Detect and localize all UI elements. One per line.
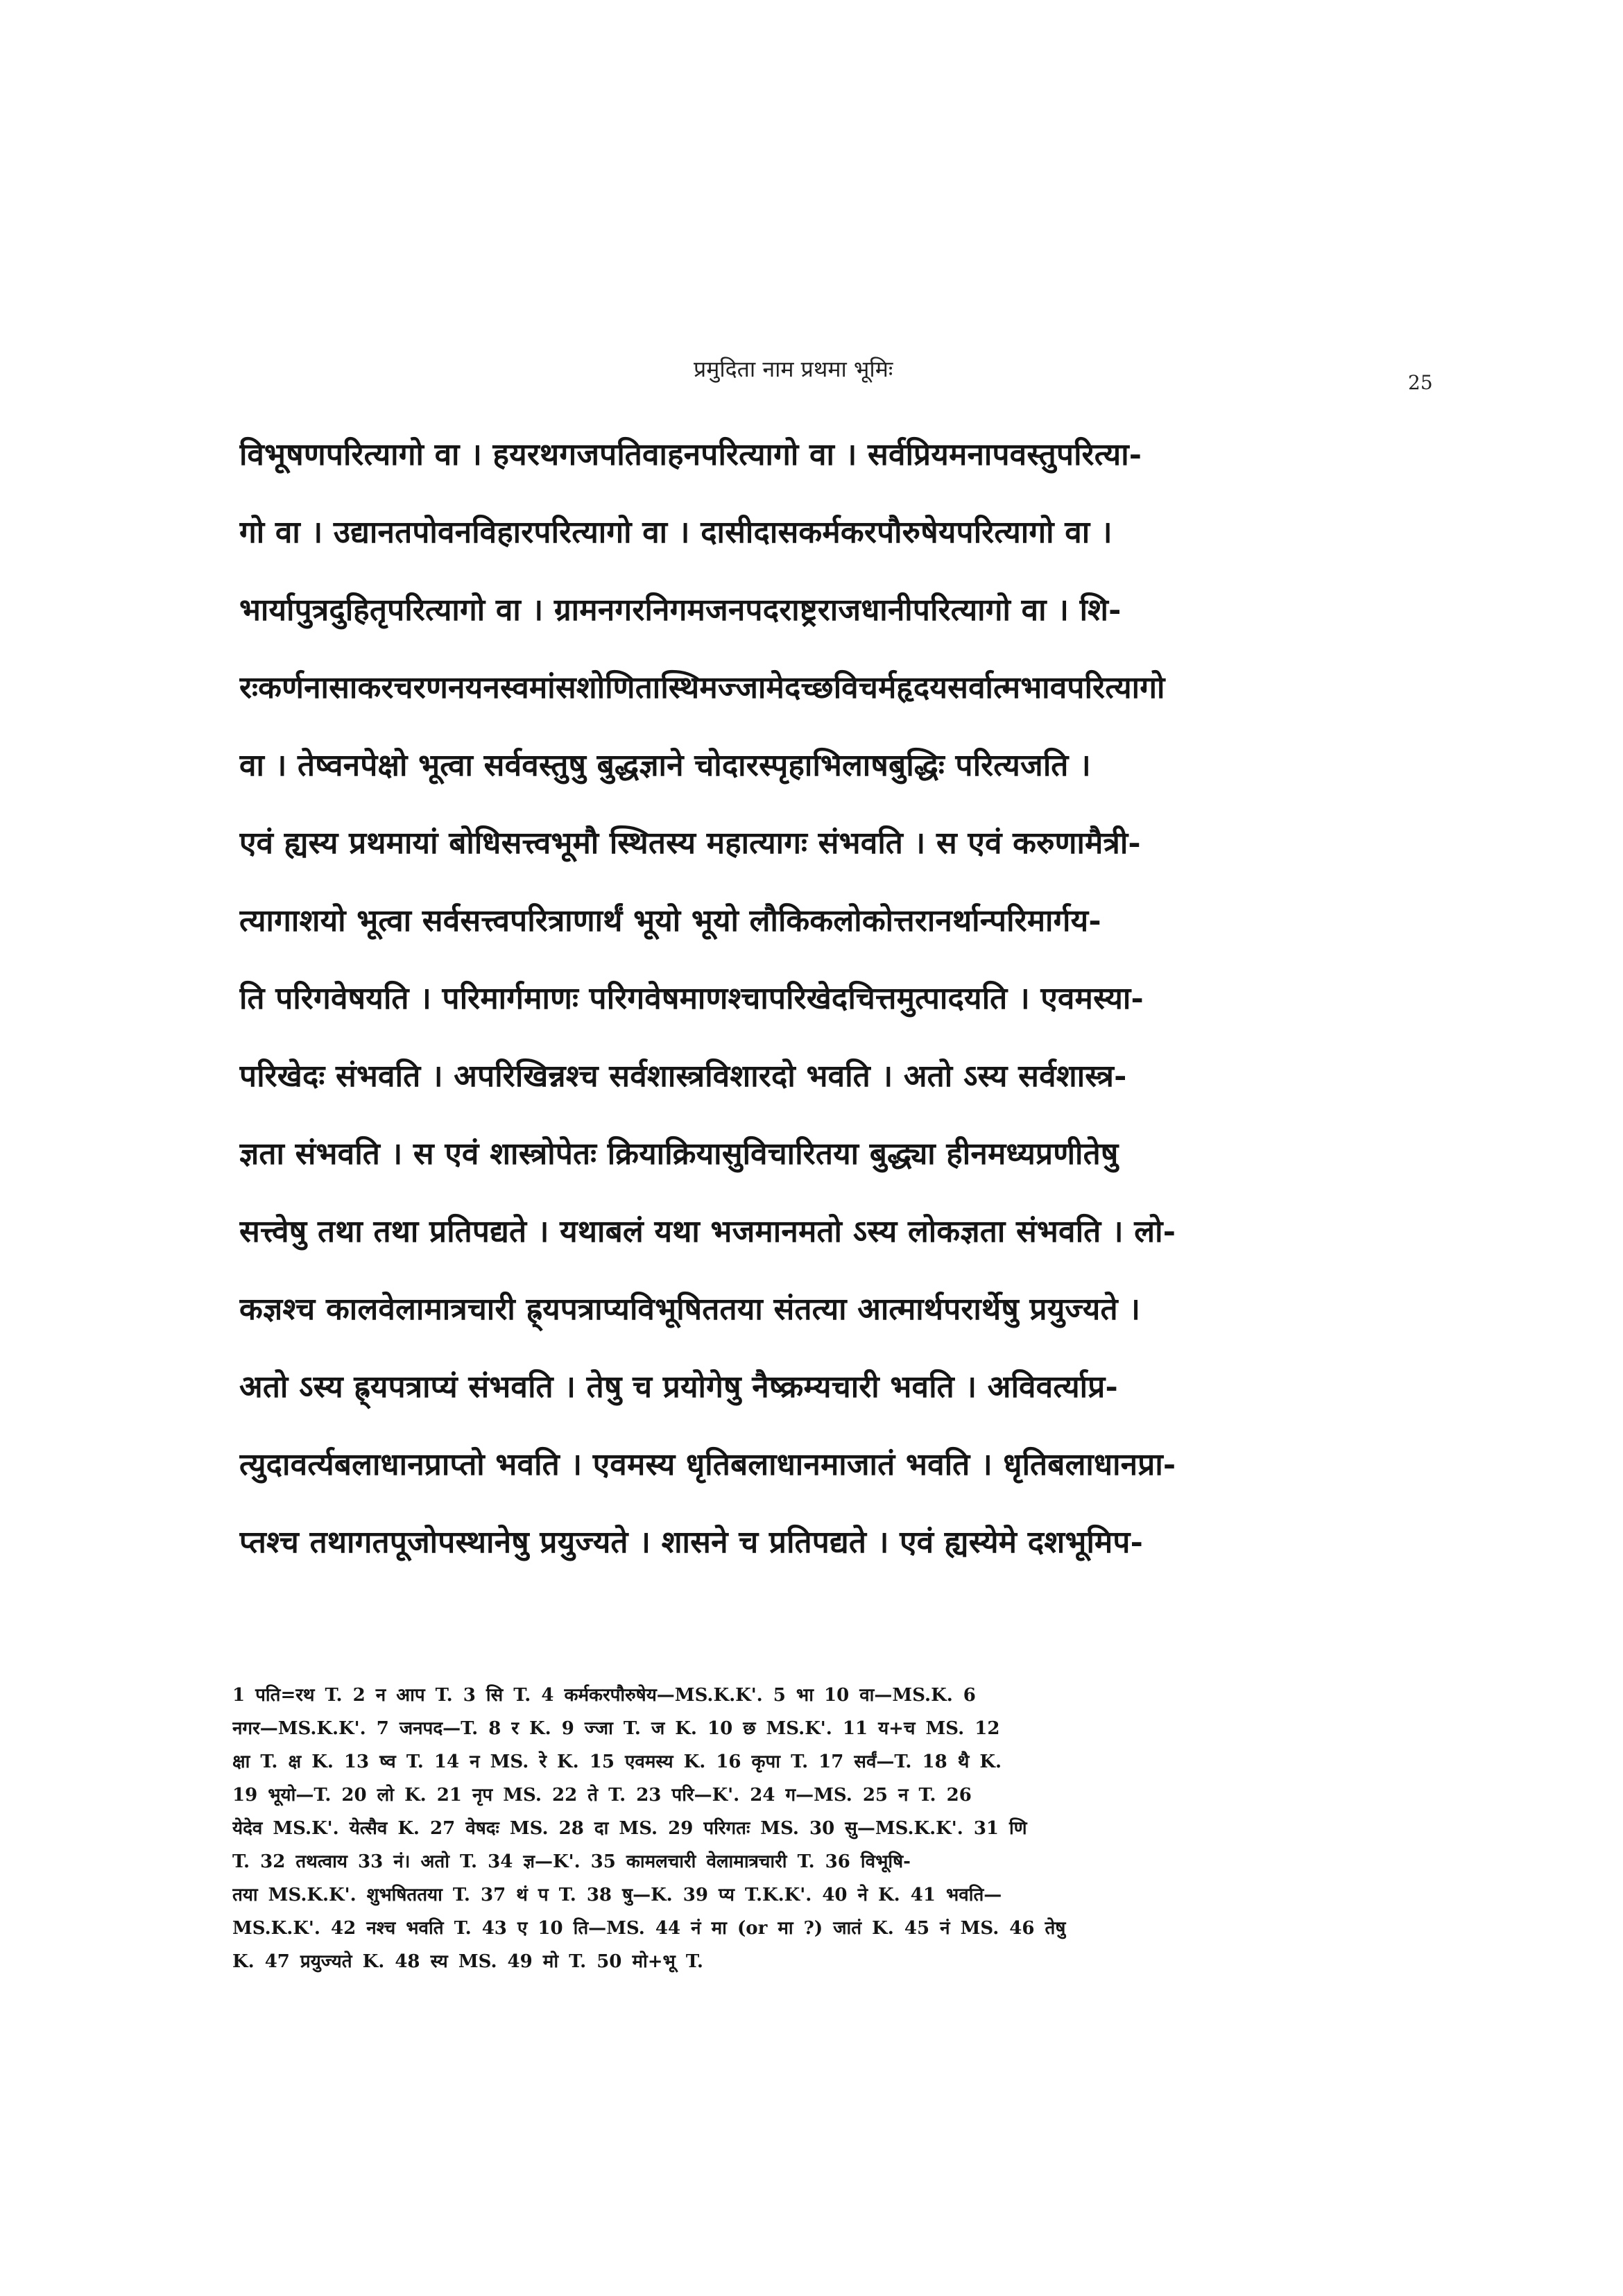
footnote-line: K. 47 प्रयुज्यते K. 48 स्य MS. 49 मो T. 50 मो+भू T. — [232, 1951, 703, 1972]
footnote-line: MS.K.K'. 42 नश्च भवति T. 43 ए 10 ति—MS. 44 नं मा (or मा ?) जातं K. 45 नं MS. 46 तेषु — [232, 1918, 1066, 1939]
text-line: गो वा । उद्यानतपोवनविहारपरित्यागो वा । दासीदासकर्मकरपौरुषेयपरित्यागो वा । — [239, 515, 1113, 550]
footnote-line: 1 पति=रथ T. 2 न आप T. 3 सि T. 4 कर्मकरपौरुषेय—MS.K.K'. 5 भा 10 वा—MS.K. 6 — [232, 1685, 976, 1706]
text-line: त्युदावर्त्यबलाधानप्राप्तो भवति । एवमस्य धृतिबलाधानमाजातं भवति । धृतिबलाधानप्रा- — [239, 1447, 1176, 1482]
text-line: कज्ञश्च कालवेलामात्रचारी ह्र्यपत्राप्यविभूषिततया संतत्या आत्मार्थपरार्थेषु प्रयुज्यते । — [239, 1292, 1141, 1327]
text-line: एवं ह्यस्य प्रथमायां बोधिसत्त्वभूमौ स्थितस्य महात्यागः संभवति । स एवं करुणामैत्री- — [239, 825, 1141, 861]
footnote-line: येदेव MS.K'. येत्सैव K. 27 वेषदः MS. 28 दा MS. 29 परिगतः MS. 30 सु—MS.K.K'. 31 णि — [232, 1818, 1027, 1839]
text-line: सत्त्वेषु तथा तथा प्रतिपद्यते । यथाबलं यथा भजमानमतो ऽस्य लोकज्ञता संभवति । लो- — [239, 1214, 1176, 1249]
text-line: भार्यापुत्रदुहितृपरित्यागो वा । ग्रामनगरनिगमजनपदराष्ट्रराजधानीपरित्यागो वा । शि- — [239, 592, 1122, 628]
running-title: प्रमुदिता नाम प्रथमा भूमिः — [694, 356, 893, 382]
text-line: रःकर्णनासाकरचरणनयनस्वमांसशोणितास्थिमज्जामेदच्छविचर्महृदयसर्वात्मभावपरित्यागो — [239, 670, 1165, 705]
footnote-line: नगर—MS.K.K'. 7 जनपद—T. 8 र K. 9 ज्जा T. ज K. 10 छ MS.K'. 11 य+च MS. 12 — [232, 1718, 1000, 1739]
text-line: प्तश्च तथागतपूजोपस्थानेषु प्रयुज्यते । शासने च प्रतिपद्यते । एवं ह्यस्येमे दशभूमिप- — [239, 1525, 1144, 1560]
text-line: ति परिगवेषयति । परिमार्गमाणः परिगवेषमाणश्चापरिखेदचित्तमुत्पादयति । एवमस्या- — [239, 981, 1144, 1016]
page-number: 25 — [1408, 371, 1433, 394]
footnote-line: T. 32 तथत्वाय 33 नं। अतो T. 34 ज्ञ—K'. 35 कामलचारी वेलामात्रचारी T. 36 विभूषि- — [232, 1851, 911, 1872]
footnote-line: तया MS.K.K'. शुभषिततया T. 37 थं प T. 38 षु—K. 39 प्य T.K.K'. 40 ने K. 41 भवति— — [232, 1885, 1002, 1905]
text-line: अतो ऽस्य ह्र्यपत्राप्यं संभवति । तेषु च प्रयोगेषु नैष्क्रम्यचारी भवति । अविवर्त्याप्र- — [239, 1369, 1118, 1405]
main-text — [239, 416, 1446, 1582]
footnote-line: क्षा T. क्ष K. 13 ष्व T. 14 न MS. रे K. 15 एवमस्य K. 16 कृपा T. 17 सर्वं—T. 18 थै K. — [232, 1751, 1002, 1772]
text-line: परिखेदः संभवति । अपरिखिन्नश्च सर्वशास्त्रविशारदो भवति । अतो ऽस्य सर्वशास्त्र- — [239, 1059, 1127, 1094]
footnotes — [232, 1679, 1450, 1978]
footnote-line: 19 भूयो—T. 20 लो K. 21 नृप MS. 22 ते T. 23 परि—K'. 24 ग—MS. 25 न T. 26 — [232, 1785, 972, 1806]
text-line: ज्ञता संभवति । स एवं शास्त्रोपेतः क्रियाक्रियासुविचारितया बुद्ध्या हीनमध्यप्रणीतेषु — [239, 1136, 1119, 1172]
text-line: विभूषणपरित्यागो वा । हयरथगजपतिवाहनपरित्यागो वा । सर्वप्रियमनापवस्तुपरित्या- — [239, 437, 1142, 472]
text-line: वा । तेष्वनपेक्षो भूत्वा सर्ववस्तुषु बुद्धज्ञाने चोदारस्पृहाभिलाषबुद्धिः परित्यजति । — [239, 748, 1091, 783]
text-line: त्यागाशयो भूत्वा सर्वसत्त्वपरित्राणार्थं भूयो भूयो लौकिकलोकोत्तरानर्थान्परिमार्गय- — [239, 903, 1101, 939]
